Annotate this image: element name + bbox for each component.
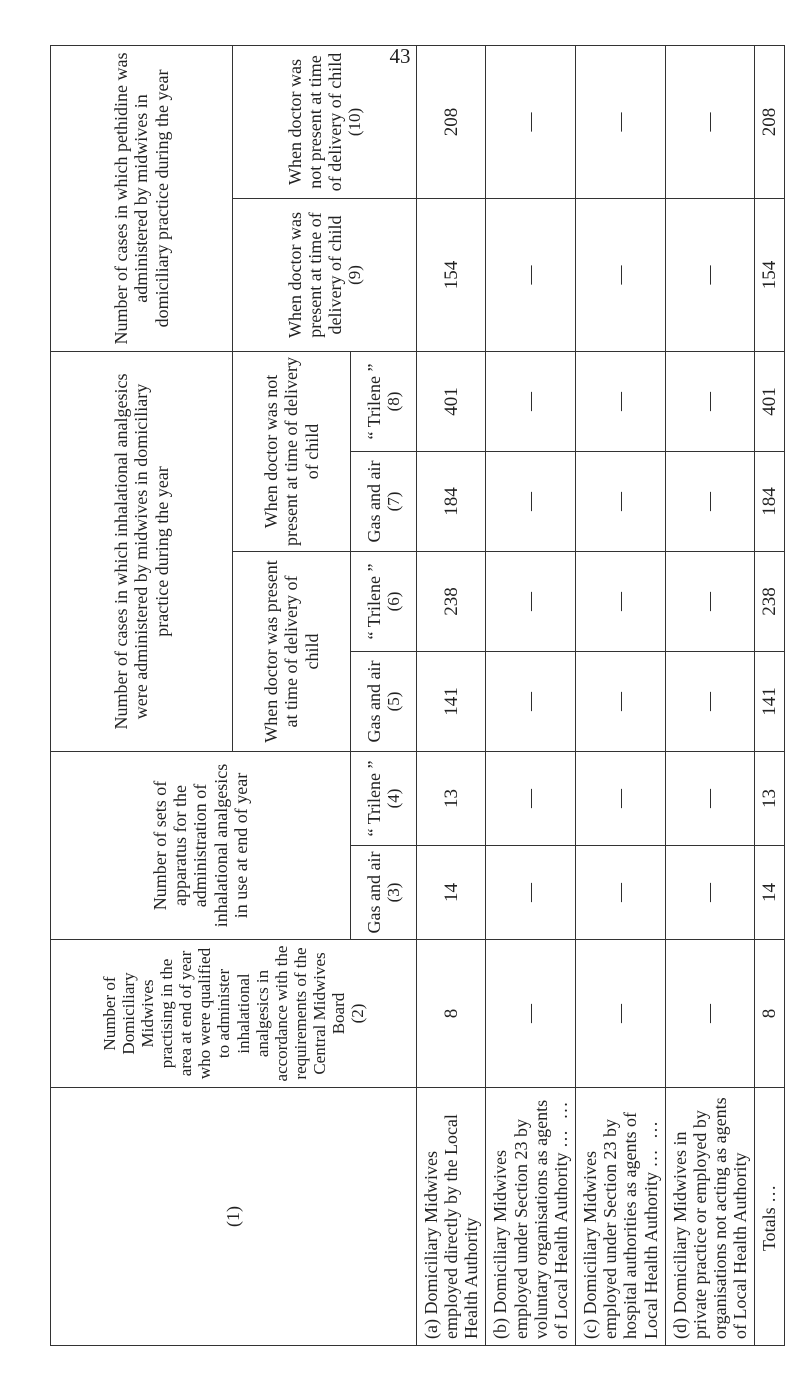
cell-sets-gas-air: —: [486, 846, 576, 940]
cell-present-trilene: —: [486, 552, 576, 652]
header-pethidine-present: [233, 198, 417, 351]
cell-sets-trilene: —: [576, 752, 666, 846]
header-label-col: [51, 1088, 417, 1346]
header-doctor-not-present: When doctor was not present at time of delivery of child: [233, 351, 351, 551]
cell-sets-trilene: 13: [755, 752, 784, 846]
cell-not-present-gas-air: —: [665, 452, 755, 552]
inhalational-analgesics-table: [50, 45, 785, 1346]
cell-pethidine-not-present: 208: [755, 45, 784, 198]
header-gas-air-5: Gas and air (5): [351, 652, 417, 752]
cell-pethidine-present: —: [665, 198, 755, 351]
cell-sets-trilene: 13: [417, 752, 486, 846]
header-qualified-num: (2): [347, 1003, 367, 1024]
cell-not-present-trilene: —: [665, 351, 755, 451]
cell-sets-gas-air: —: [665, 846, 755, 940]
page-number: 43: [389, 44, 411, 68]
header-doctor-present: When doctor was present at time of delivery of child: [233, 552, 351, 752]
cell-pethidine-not-present: —: [665, 45, 755, 198]
row-label-totals: Totals …: [755, 1088, 784, 1346]
header-pethidine-not-present-text: When doctor was not present at time of delivery of child: [284, 52, 346, 192]
row-label: (c) Domiciliary Midwives employed under Section 23 by hospital authorities as agents of Local Health Authority … …: [576, 1088, 666, 1346]
header-pethidine-present-text: When doctor was present at time of delivery of child: [284, 211, 346, 338]
cell-sets-trilene: —: [665, 752, 755, 846]
cell-pethidine-present: 154: [417, 198, 486, 351]
cell-qualified: —: [576, 940, 666, 1088]
cell-sets-gas-air: —: [576, 846, 666, 940]
row-label: (d) Domiciliary Midwives in private practice or employed by organisations not acting as agents of Local Health Authority: [665, 1088, 755, 1346]
header-pethidine-not-present-num: (10): [345, 107, 365, 137]
cell-not-present-gas-air: 184: [755, 452, 784, 552]
header-gas-air-3: Gas and air (3): [351, 846, 417, 940]
cell-present-gas-air: —: [576, 652, 666, 752]
cell-present-gas-air: —: [665, 652, 755, 752]
header-pethidine-present-num: (9): [345, 265, 365, 285]
header-qualified: [51, 940, 417, 1088]
cell-present-trilene: —: [576, 552, 666, 652]
cell-present-gas-air: 141: [755, 652, 784, 752]
cell-present-trilene: 238: [417, 552, 486, 652]
rotated-table-wrapper: [50, 46, 780, 1346]
row-label: (b) Domiciliary Midwives employed under Section 23 by voluntary organisations as agents of Local Health Authority … …: [486, 1088, 576, 1346]
cell-sets-gas-air: 14: [417, 846, 486, 940]
cell-pethidine-not-present: —: [576, 45, 666, 198]
header-sets-group: Number of sets of apparatus for the administration of inhalational analgesics in use at end of year: [51, 752, 351, 940]
cell-sets-gas-air: 14: [755, 846, 784, 940]
cell-qualified: 8: [417, 940, 486, 1088]
cell-not-present-gas-air: —: [576, 452, 666, 552]
cell-present-trilene: 238: [755, 552, 784, 652]
header-trilene-8: “ Trilene ” (8): [351, 351, 417, 451]
header-trilene-4: “ Trilene ” (4): [351, 752, 417, 846]
cell-qualified: —: [665, 940, 755, 1088]
cell-not-present-trilene: —: [486, 351, 576, 451]
cell-not-present-gas-air: 184: [417, 452, 486, 552]
cell-pethidine-present: —: [576, 198, 666, 351]
cell-sets-trilene: —: [486, 752, 576, 846]
totals-row: [755, 45, 784, 1345]
cell-pethidine-not-present: —: [486, 45, 576, 198]
header-qualified-text: Number of Domiciliary Midwives practising in the area at end of year who were qualified to administer inhalational analgesics in accordance with the requirements of the Central Midwives Board: [100, 945, 348, 1082]
table-row: [665, 45, 755, 1345]
cell-present-gas-air: —: [486, 652, 576, 752]
cell-present-trilene: —: [665, 552, 755, 652]
table-row: [417, 45, 486, 1345]
cell-not-present-trilene: —: [576, 351, 666, 451]
header-pethidine-not-present: [233, 45, 417, 198]
cell-qualified: —: [486, 940, 576, 1088]
cell-not-present-trilene: 401: [755, 351, 784, 451]
cell-pethidine-not-present: 208: [417, 45, 486, 198]
cell-not-present-trilene: 401: [417, 351, 486, 451]
cell-present-gas-air: 141: [417, 652, 486, 752]
header-pethidine-group: Number of cases in which pethidine was administered by midwives in domiciliary practice during the year: [51, 45, 233, 351]
cell-pethidine-present: —: [486, 198, 576, 351]
header-cases-group: Number of cases in which inhalational analgesics were administered by midwives in domiciliary practice during the year: [51, 351, 233, 751]
cell-qualified: 8: [755, 940, 784, 1088]
header-trilene-6: “ Trilene ” (6): [351, 552, 417, 652]
header-label-col-num: (1): [223, 1206, 244, 1227]
row-label: (a) Domiciliary Midwives employed directly by the Local Health Authority: [417, 1088, 486, 1346]
header-gas-air-7: Gas and air (7): [351, 452, 417, 552]
cell-pethidine-present: 154: [755, 198, 784, 351]
table-row: [486, 45, 576, 1345]
table-row: [576, 45, 666, 1345]
cell-not-present-gas-air: —: [486, 452, 576, 552]
